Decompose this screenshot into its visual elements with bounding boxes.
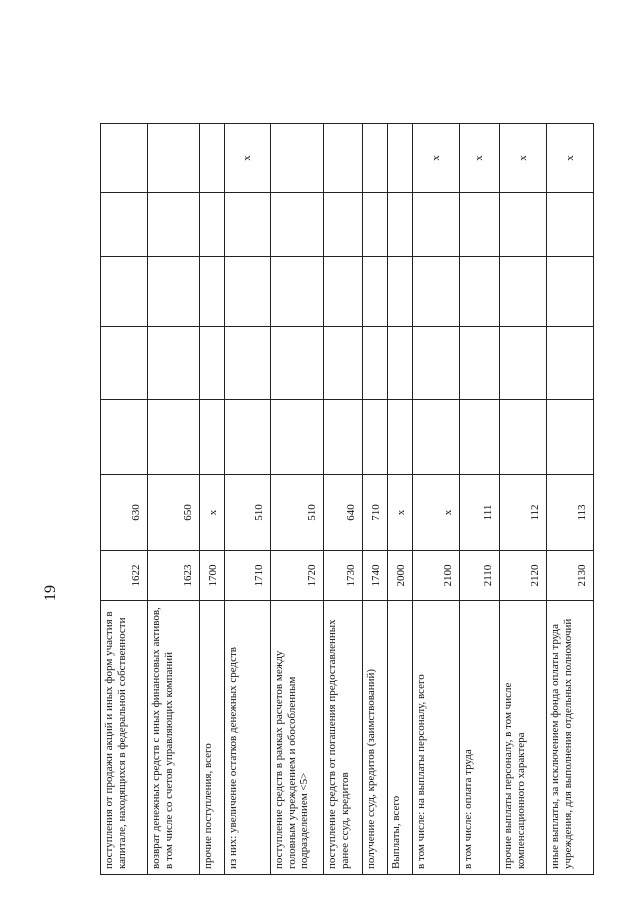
- row-value-cell: х: [500, 124, 547, 193]
- row-value-cell: [547, 400, 594, 475]
- row-value-cell: [101, 400, 148, 475]
- row-value-cell: [413, 193, 460, 257]
- row-value-cell: [200, 257, 225, 327]
- row-code-cell: 2110: [460, 551, 500, 601]
- row-value-cell: [388, 257, 413, 327]
- row-value-cell: х: [547, 124, 594, 193]
- table-row: [200, 124, 225, 875]
- row-value-cell: [200, 193, 225, 257]
- row-value-cell: [324, 400, 363, 475]
- row-kosgu-cell: х: [388, 475, 413, 551]
- row-kosgu-cell: 112: [500, 475, 547, 551]
- row-value-cell: [148, 400, 200, 475]
- row-value-cell: [101, 327, 148, 400]
- row-value-cell: [460, 257, 500, 327]
- row-code-cell: 1730: [324, 551, 363, 601]
- table-row: [388, 124, 413, 875]
- row-value-cell: [271, 124, 324, 193]
- row-value-cell: [200, 327, 225, 400]
- row-code-cell: 2120: [500, 551, 547, 601]
- row-kosgu-cell: 111: [460, 475, 500, 551]
- row-name-cell: возврат денежных средств с иных финансовых активов, в том числе со счетов управляющих компаний: [148, 601, 200, 875]
- row-name-cell: получение ссуд, кредитов (заимствований): [363, 601, 388, 875]
- row-kosgu-cell: 510: [271, 475, 324, 551]
- row-value-cell: [388, 400, 413, 475]
- row-code-cell: 2130: [547, 551, 594, 601]
- row-value-cell: [148, 193, 200, 257]
- table-row: [225, 124, 271, 875]
- row-value-cell: [271, 193, 324, 257]
- row-value-cell: [363, 257, 388, 327]
- row-code-cell: 1623: [148, 551, 200, 601]
- row-name-cell: иные выплаты, за исключением фонда оплаты труда учреждения, для выполнения отдельных полномочий: [547, 601, 594, 875]
- row-value-cell: [101, 257, 148, 327]
- row-kosgu-cell: 640: [324, 475, 363, 551]
- row-kosgu-cell: х: [413, 475, 460, 551]
- row-value-cell: х: [413, 124, 460, 193]
- row-value-cell: [148, 257, 200, 327]
- row-code-cell: 1720: [271, 551, 324, 601]
- row-value-cell: [200, 124, 225, 193]
- row-name-cell: прочие поступления, всего: [200, 601, 225, 875]
- row-value-cell: [413, 327, 460, 400]
- row-value-cell: х: [225, 124, 271, 193]
- row-value-cell: [148, 124, 200, 193]
- table-row: [500, 124, 547, 875]
- row-value-cell: [363, 124, 388, 193]
- row-value-cell: [500, 257, 547, 327]
- row-value-cell: [225, 257, 271, 327]
- row-value-cell: [324, 257, 363, 327]
- table-row: [324, 124, 363, 875]
- row-kosgu-cell: 113: [547, 475, 594, 551]
- row-value-cell: [413, 400, 460, 475]
- table-row: [363, 124, 388, 875]
- row-value-cell: [271, 400, 324, 475]
- row-value-cell: [388, 327, 413, 400]
- row-kosgu-cell: 510: [225, 475, 271, 551]
- row-value-cell: [460, 400, 500, 475]
- row-value-cell: [500, 400, 547, 475]
- row-name-cell: поступления от продажи акций и иных форм участия в капитале, находящихся в федеральной собственности: [101, 601, 148, 875]
- row-code-cell: 1740: [363, 551, 388, 601]
- row-value-cell: [324, 327, 363, 400]
- row-code-cell: 1710: [225, 551, 271, 601]
- table-row: [271, 124, 324, 875]
- row-value-cell: [460, 193, 500, 257]
- row-value-cell: [363, 400, 388, 475]
- row-value-cell: [547, 327, 594, 400]
- row-name-cell: Выплаты, всего: [388, 601, 413, 875]
- table-row: [101, 124, 148, 875]
- row-name-cell: прочие выплаты персоналу, в том числе компенсационного характера: [500, 601, 547, 875]
- row-value-cell: [200, 400, 225, 475]
- row-name-cell: в том числе: на выплаты персоналу, всего: [413, 601, 460, 875]
- row-value-cell: [413, 257, 460, 327]
- row-value-cell: х: [460, 124, 500, 193]
- row-kosgu-cell: х: [200, 475, 225, 551]
- row-value-cell: [101, 124, 148, 193]
- table-row: [148, 124, 200, 875]
- row-value-cell: [500, 193, 547, 257]
- row-name-cell: в том числе: оплата труда: [460, 601, 500, 875]
- row-value-cell: [101, 193, 148, 257]
- row-code-cell: 1700: [200, 551, 225, 601]
- row-name-cell: поступление средств от погашения предоставленных ранее ссуд, кредитов: [324, 601, 363, 875]
- page-number: 19: [42, 585, 59, 601]
- row-name-cell: поступление средств в рамках расчетов между головным учреждением и обособленным подразделением <5>: [271, 601, 324, 875]
- row-value-cell: [388, 124, 413, 193]
- row-value-cell: [388, 193, 413, 257]
- table-row: [460, 124, 500, 875]
- rotated-table-wrapper: [100, 124, 589, 875]
- row-kosgu-cell: 630: [101, 475, 148, 551]
- plan-table: [100, 123, 594, 875]
- row-value-cell: [324, 193, 363, 257]
- row-value-cell: [363, 193, 388, 257]
- row-code-cell: 1622: [101, 551, 148, 601]
- row-kosgu-cell: 650: [148, 475, 200, 551]
- row-value-cell: [324, 124, 363, 193]
- table-row: [413, 124, 460, 875]
- row-value-cell: [460, 327, 500, 400]
- row-value-cell: [363, 327, 388, 400]
- row-value-cell: [225, 193, 271, 257]
- row-value-cell: [547, 193, 594, 257]
- row-value-cell: [547, 257, 594, 327]
- row-value-cell: [148, 327, 200, 400]
- row-code-cell: 2100: [413, 551, 460, 601]
- row-code-cell: 2000: [388, 551, 413, 601]
- row-value-cell: [225, 327, 271, 400]
- row-kosgu-cell: 710: [363, 475, 388, 551]
- row-value-cell: [271, 257, 324, 327]
- table-row: [547, 124, 594, 875]
- row-value-cell: [500, 327, 547, 400]
- row-value-cell: [271, 327, 324, 400]
- row-name-cell: из них: увеличение остатков денежных средств: [225, 601, 271, 875]
- row-value-cell: [225, 400, 271, 475]
